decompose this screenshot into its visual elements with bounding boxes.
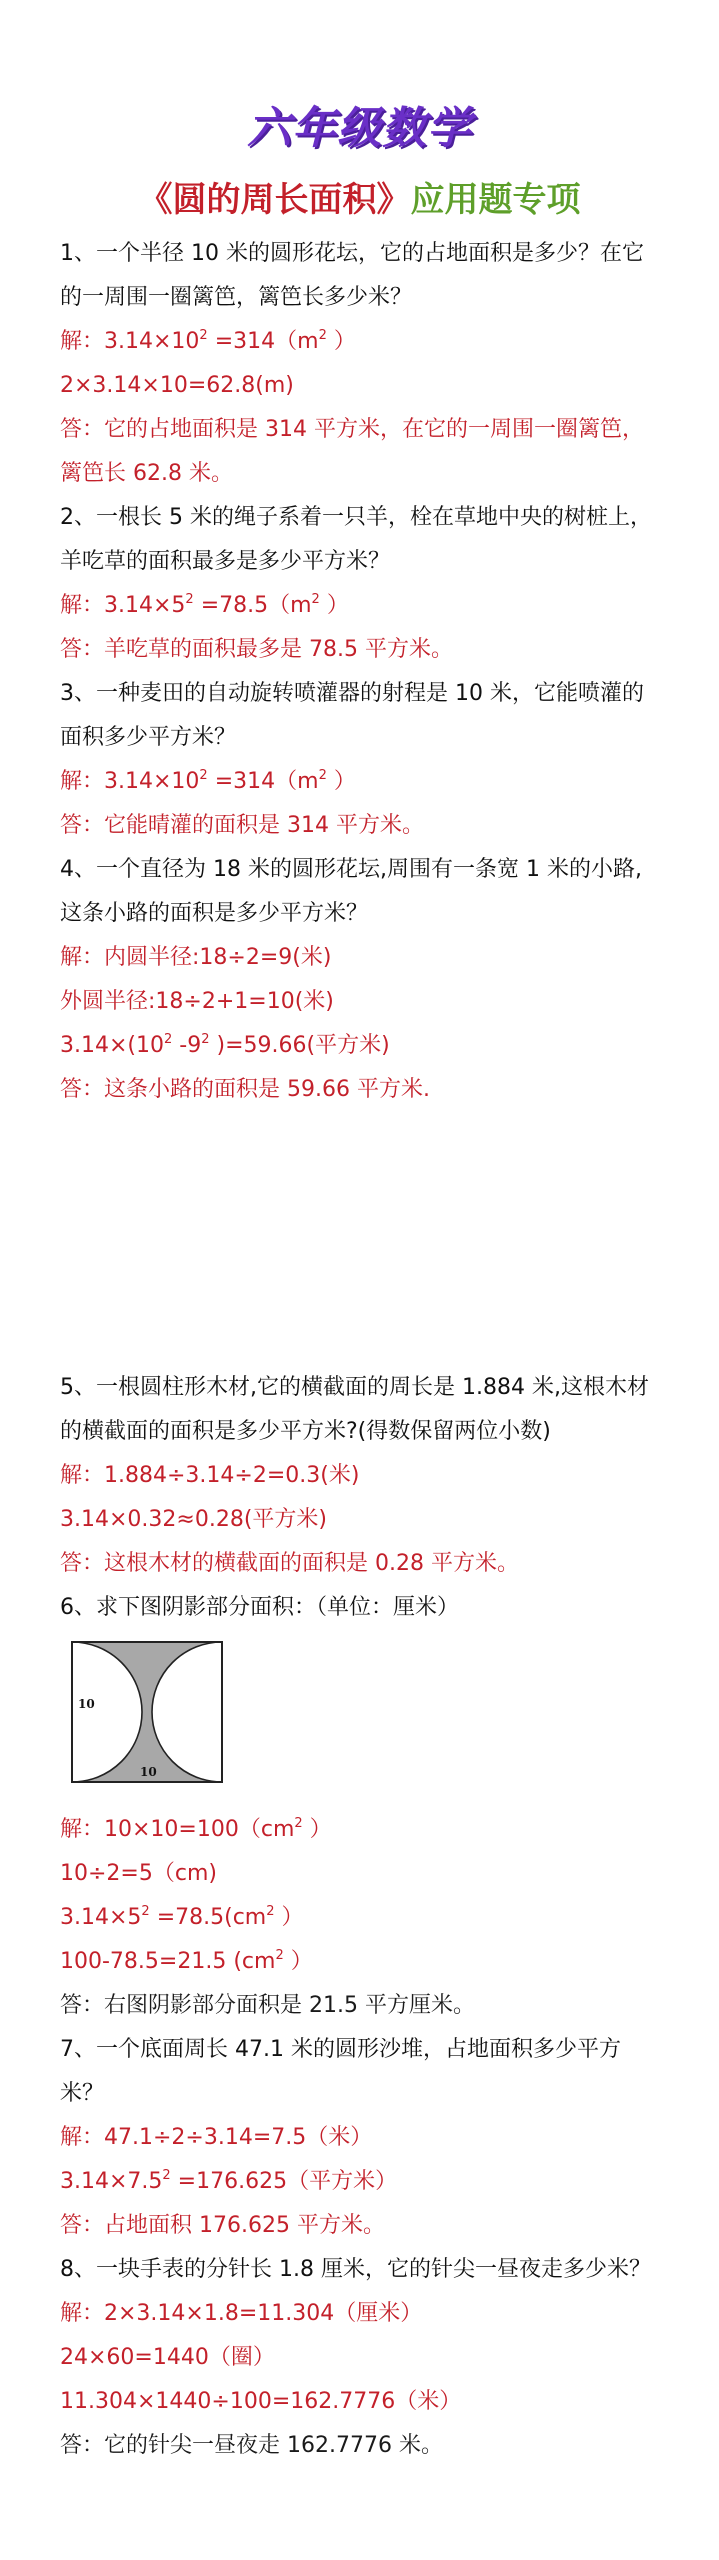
solution-step: 2×3.14×10=62.8(m) [60, 373, 294, 398]
solution-step: 外圆半径:18÷2+1=10(米) [60, 989, 334, 1014]
problem-3 [0, 672, 719, 848]
answer-text: 答：它能晴灌的面积是 314 平方米。 [60, 813, 424, 838]
solution-step: 11.304×1440÷100=162.7776（米） [60, 2389, 462, 2414]
solution-step: $3.14\times 7.5^2 =176.625$（平方米） [60, 2168, 398, 2194]
solution-step: 解：47.1÷2÷3.14=7.5（米） [60, 2125, 373, 2150]
question-text: 2、一根长 5 米的绳子系着一只羊，栓在草地中央的树桩上， [60, 505, 652, 530]
question-text: 羊吃草的面积最多是多少平方米？ [60, 549, 391, 574]
question-text: 8、一块手表的分针长 1.8 厘米，它的针尖一昼夜走多少米？ [60, 2257, 651, 2282]
solution-step: 解：1.884÷3.14÷2=0.3(米) [60, 1463, 360, 1488]
solution-step: 解：$3.14\times 5^2 =78.5(m^2$ ） [60, 592, 349, 618]
problem-7 [0, 2028, 719, 2248]
question-text: 1、一个半径 10 米的圆形花坛，它的占地面积是多少？在它 [60, 241, 644, 266]
question-text: 的横截面的面积是多少平方米?(得数保留两位小数) [60, 1419, 551, 1444]
solution-step: 10÷2=5（cm) [60, 1861, 217, 1886]
solution-step: 解：$3.14\times 10^2 =314(m^2$ ） [60, 768, 356, 794]
answer-text: 答：占地面积 176.625 平方米。 [60, 2213, 385, 2238]
problem-1 [0, 232, 719, 496]
solution-step: 解：内圆半径:18÷2=9(米) [60, 945, 332, 970]
shaded-area-figure [68, 1638, 228, 1788]
square-semicircles-diagram [68, 1638, 228, 1788]
problem-6 [0, 1586, 719, 2028]
bottom-side-label: 10 [140, 1765, 157, 1779]
question-text: 米？ [60, 2081, 105, 2106]
problems-block-1 [0, 232, 719, 1112]
problem-2 [0, 496, 719, 672]
answer-text: 答：羊吃草的面积最多是 78.5 平方米。 [60, 637, 453, 662]
problem-4 [0, 848, 719, 1112]
solution-step: 100-78.5=21.5 ($cm^2$ ） [60, 1948, 313, 1974]
solution-step: 解：$10\times 10=100(cm^2$ ） [60, 1816, 332, 1842]
question-text: 7、一个底面周长 47.1 米的圆形沙堆，占地面积多少平方 [60, 2037, 621, 2062]
solution-step: 3.14×0.32≈0.28(平方米) [60, 1507, 327, 1532]
brand-logo: 六年级数学 [247, 103, 472, 154]
title-part-green: 应用题专项 [410, 180, 581, 220]
question-text: 6、求下图阴影部分面积：（单位：厘米） [60, 1595, 459, 1620]
problems-block-2 [0, 1366, 719, 2468]
problem-5 [0, 1366, 719, 1586]
question-text: 3、一种麦田的自动旋转喷灌器的射程是 10 米，它能喷灌的 [60, 681, 644, 706]
question-text: 的一周围一圈篱笆，篱笆长多少米？ [60, 285, 413, 310]
solution-step: 解：2×3.14×1.8=11.304（厘米） [60, 2301, 423, 2326]
answer-text: 答：它的针尖一昼夜走 162.7776 米。 [60, 2433, 443, 2458]
answer-text: 篱笆长 62.8 米。 [60, 461, 233, 486]
solution-step: 解：$3.14\times 10^2 =314(m^2$ ） [60, 328, 356, 354]
question-text: 4、一个直径为 18 米的圆形花坛,周围有一条宽 1 米的小路, [60, 857, 642, 882]
title-part-red: 《圆的周长面积》 [138, 180, 411, 220]
solution-step: $3.14\times(10^2$ $-9^2$ )=59.66(平方米) [60, 1032, 390, 1058]
question-text: 面积多少平方米？ [60, 725, 237, 750]
answer-text: 答：右图阴影部分面积是 21.5 平方厘米。 [60, 1993, 475, 2018]
solution-step: $3.14\times 5^2 =78.5(cm^2$ ） [60, 1904, 304, 1930]
answer-text: 答：这根木材的横截面的面积是 0.28 平方米。 [60, 1551, 519, 1576]
solution-step: 24×60=1440（圈） [60, 2345, 275, 2370]
question-text: 5、一根圆柱形木材,它的横截面的周长是 1.884 米,这根木材 [60, 1375, 649, 1400]
question-text: 这条小路的面积是多少平方米？ [60, 901, 369, 926]
answer-text: 答：这条小路的面积是 59.66 平方米. [60, 1077, 430, 1102]
answer-text: 答：它的占地面积是 314 平方米，在它的一周围一圈篱笆， [60, 417, 644, 442]
problem-8 [0, 2248, 719, 2468]
page-title [0, 180, 719, 220]
left-side-label: 10 [78, 1697, 95, 1711]
